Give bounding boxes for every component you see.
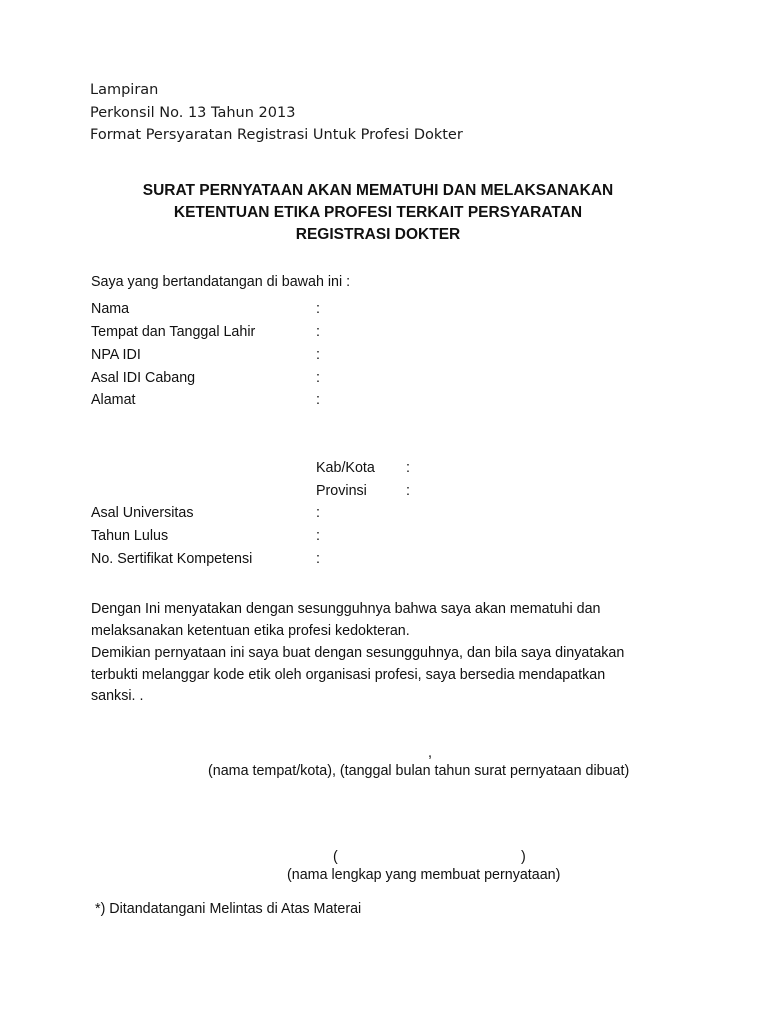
header-perkonsil: Perkonsil No. 13 Tahun 2013 xyxy=(90,104,296,121)
colon-kab-kota: : xyxy=(406,460,410,476)
document-header xyxy=(90,79,463,147)
label-kab-kota: Kab/Kota xyxy=(316,460,375,476)
colon-no-sertifikat: : xyxy=(316,551,320,567)
statement-1-line-1: Dengan Ini menyatakan dengan sesungguhnya bahwa saya akan mematuhi dan xyxy=(91,601,601,617)
label-nama: Nama xyxy=(91,301,130,317)
statement-2-line-1: Demikian pernyataan ini saya buat dengan sesungguhnya, dan bila saya dinyatakan xyxy=(91,645,625,661)
title-line-1: SURAT PERNYATAAN AKAN MEMATUHI DAN MELAKSANAKAN xyxy=(142,182,614,199)
title-line-3: REGISTRASI DOKTER xyxy=(295,226,461,243)
colon-alamat: : xyxy=(316,392,320,408)
statement-paragraph-1 xyxy=(91,599,677,642)
statement-paragraph-2 xyxy=(91,643,677,708)
colon-asal-universitas: : xyxy=(316,505,320,521)
statement-1-line-2: melaksanakan ketentuan etika profesi kedokteran. xyxy=(91,622,410,639)
label-asal-universitas: Asal Universitas xyxy=(91,505,194,521)
signature-close-paren: ) xyxy=(521,849,526,865)
signature-open-paren: ( xyxy=(333,849,338,865)
colon-nama: : xyxy=(316,301,320,317)
label-npa-idi: NPA IDI xyxy=(91,347,141,363)
label-tempat-tanggal-lahir: Tempat dan Tanggal Lahir xyxy=(91,324,256,340)
label-no-sertifikat: No. Sertifikat Kompetensi xyxy=(91,551,253,567)
colon-asal-idi-cabang: : xyxy=(316,370,320,386)
label-asal-idi-cabang: Asal IDI Cabang xyxy=(91,370,196,386)
footnote-materai: *) Ditandatangani Melintas di Atas Materai xyxy=(95,901,362,917)
colon-npa-idi: : xyxy=(316,347,320,363)
label-tahun-lulus: Tahun Lulus xyxy=(91,528,169,544)
colon-tempat-tanggal-lahir: : xyxy=(316,324,320,340)
intro-text: Saya yang bertandatangan di bawah ini : xyxy=(91,274,351,290)
header-lampiran: Lampiran xyxy=(90,82,159,98)
place-date-comma: , xyxy=(428,745,432,761)
label-provinsi: Provinsi xyxy=(316,483,367,499)
header-format: Format Persyaratan Registrasi Untuk Profesi Dokter xyxy=(90,127,463,143)
document-title xyxy=(80,180,676,246)
signature-name-hint: (nama lengkap yang membuat pernyataan) xyxy=(287,867,561,883)
statement-2-line-2: terbukti melanggar kode etik oleh organisasi profesi, saya bersedia mendapatkan xyxy=(91,666,606,683)
statement-2-line-3: sanksi. . xyxy=(91,688,144,704)
label-alamat: Alamat xyxy=(91,392,136,408)
place-date-hint: (nama tempat/kota), (tanggal bulan tahun surat pernyataan dibuat) xyxy=(208,763,630,779)
colon-provinsi: : xyxy=(406,483,410,499)
colon-tahun-lulus: : xyxy=(316,528,320,544)
title-line-2: KETENTUAN ETIKA PROFESI TERKAIT PERSYARATAN xyxy=(173,204,583,221)
